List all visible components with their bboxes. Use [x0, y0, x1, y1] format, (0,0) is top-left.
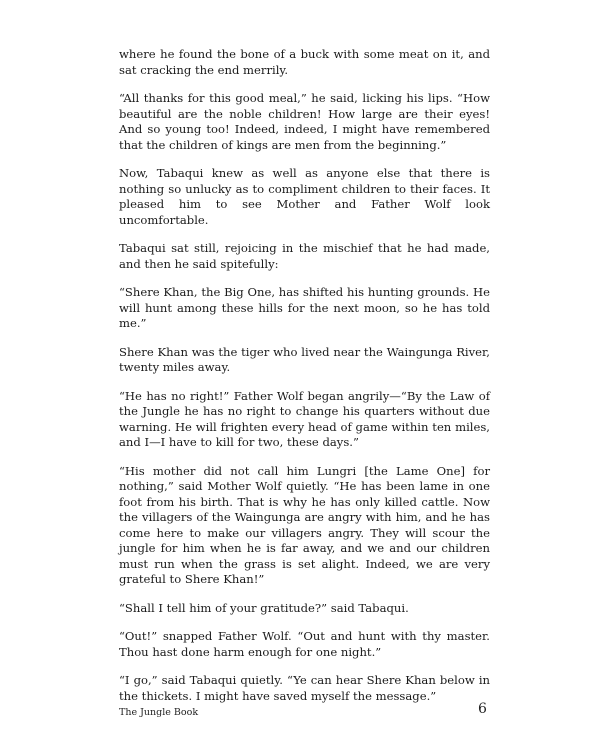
paragraph-7: “He has no right!” Father Wolf began angrily—“By the Law of the Jungle he has no right to change his quarters without due warning. He will frighten every head of game within ten miles, and I—I have to kill for two, these days.” [119, 388, 490, 449]
paragraph-5: “Shere Khan, the Big One, has shifted his hunting grounds. He will hunt among these hills for the next moon, so he has told me.” [119, 285, 490, 330]
paragraph-8: “His mother did not call him Lungri [the Lame One] for nothing,” said Mother Wolf quietly. “He has been lame in one foot from his birth. That is why he has only killed cattle. Now the villagers of the Waingunga are angry with him, and he has come here to make our villagers angry. They will scour the jungle for him when he is far away, and we and our children must run when the grass is set alight. Indeed, we are very grateful to Shere Khan!” [119, 463, 490, 586]
paragraph-1: where he found the bone of a buck with some meat on it, and sat cracking the end merrily. [119, 47, 490, 77]
paragraph-3: Now, Tabaqui knew as well as anyone else that there is nothing so unlucky as to compliment children to their faces. It pleased him to see Mother and Father Wolf look uncomfortable. [119, 166, 490, 227]
footer-book-title: The Jungle Book [119, 707, 199, 718]
paragraph-10: “Out!” snapped Father Wolf. “Out and hunt with thy master. Thou hast done harm enough for one night.” [119, 629, 490, 659]
paragraph-11: “I go,” said Tabaqui quietly. “Ye can hear Shere Khan below in the thickets. I might have saved myself the message.” [119, 673, 490, 703]
paragraph-9: “Shall I tell him of your gratitude?” said Tabaqui. [119, 600, 409, 615]
paragraph-6: Shere Khan was the tiger who lived near the Waingunga River, twenty miles away. [119, 344, 490, 374]
body-text [119, 47, 490, 717]
paragraph-2: “All thanks for this good meal,” he said, licking his lips. “How beautiful are the noble children! How large are their eyes! And so young too! Indeed, indeed, I might have remembered that the children of kings are men from the beginning.” [119, 91, 490, 152]
paragraph-4: Tabaqui sat still, rejoicing in the mischief that he had made, and then he said spitefully: [119, 241, 490, 271]
footer-page-number: 6 [478, 701, 487, 717]
